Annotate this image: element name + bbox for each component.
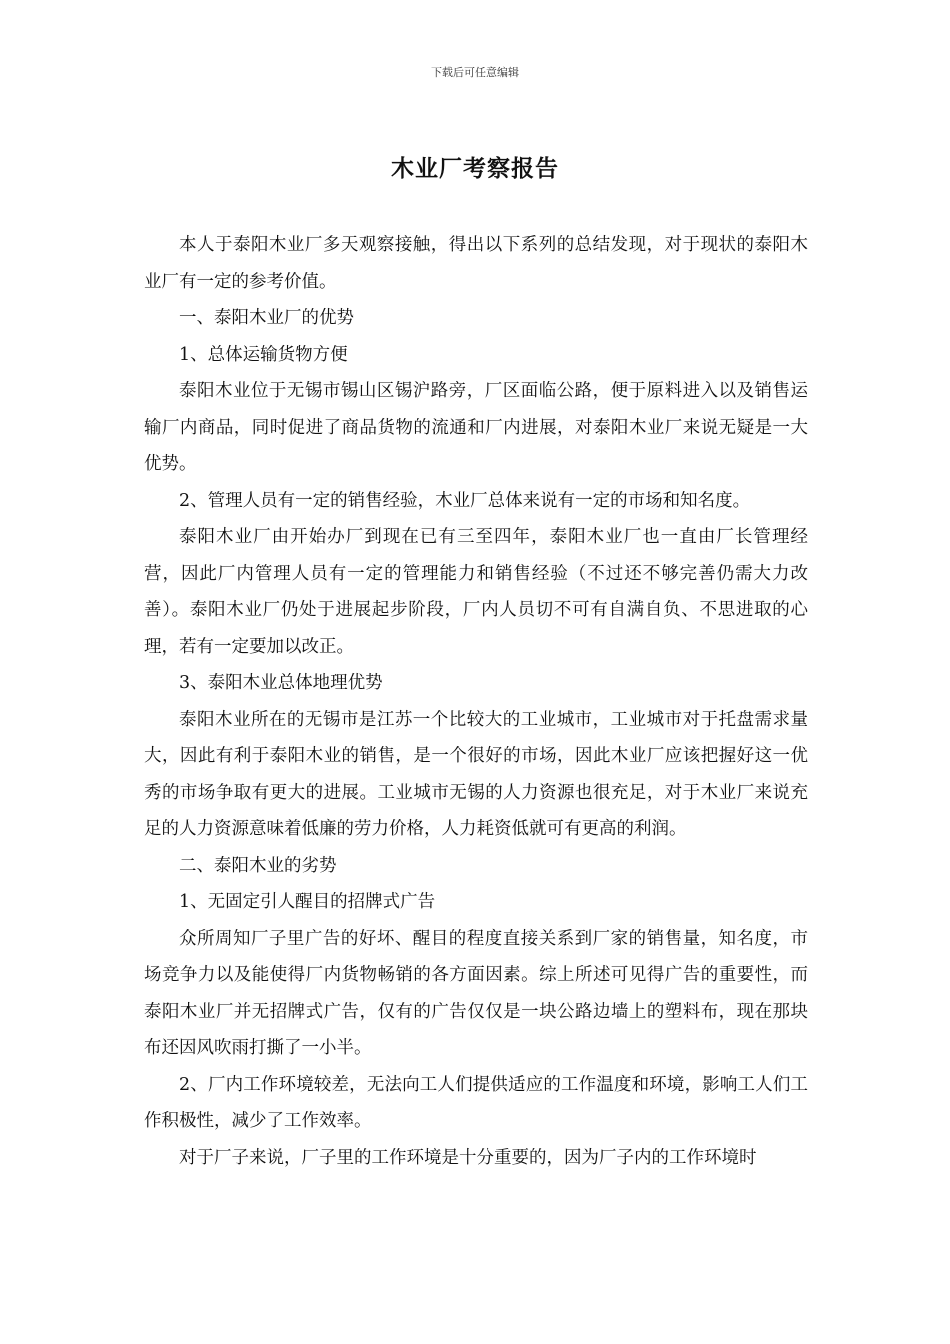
paragraph-environment: 对于厂子来说，厂子里的工作环境是十分重要的，因为厂子内的工作环境时 xyxy=(179,1147,757,1168)
header-note: 下载后可任意编辑 xyxy=(431,66,519,79)
subheading-advertising: 1、无固定引人醒目的招牌式广告 xyxy=(179,892,436,912)
section-heading-disadvantages: 二、泰阳木业的劣势 xyxy=(179,855,337,876)
paragraph-management: 泰阳木业厂由开始办厂到现在已有三至四年，泰阳木业厂也一直由厂长管理经营，因此厂内管理人员有一定的管理能力和销售经验（不过还不够完善仍需大力改善）。泰阳木业厂仍处于进展起步阶段，厂内人员切不可有自满自负、不思进取的心理，若有一定要加以改正。 xyxy=(144,527,808,657)
subheading-management: 2、管理人员有一定的销售经验，木业厂总体来说有一定的市场和知名度。 xyxy=(179,490,751,511)
paragraph-geography: 泰阳木业所在的无锡市是江苏一个比较大的工业城市，工业城市对于托盘需求量大，因此有利于泰阳木业的销售，是一个很好的市场，因此木业厂应该把握好这一优秀的市场争取有更大的进展。工业城市无锡的人力资源也很充足，对于木业厂来说充足的人力资源意味着低廉的劳力价格，人力耗资低就可有更高的利润。 xyxy=(144,709,808,839)
section-heading-advantages: 一、泰阳木业厂的优势 xyxy=(179,308,354,328)
paragraph-advertising: 众所周知厂子里广告的好坏、醒目的程度直接关系到厂家的销售量，知名度，市场竞争力以及能使得厂内货物畅销的各方面因素。综上所述可见得广告的重要性，而泰阳木业厂并无招牌式广告，仅有的广告仅仅是一块公路边墙上的塑料布，现在那块布还因风吹雨打撕了一小半。 xyxy=(144,928,808,1058)
subheading-environment: 2、厂内工作环境较差，无法向工人们提供适应的工作温度和环境，影响工人们工作积极性，减少了工作效率。 xyxy=(144,1074,808,1131)
paragraph-intro: 本人于泰阳木业厂多天观察接触，得出以下系列的总结发现，对于现状的泰阳木业厂有一定的参考价值。 xyxy=(144,235,808,292)
subheading-geography: 3、泰阳木业总体地理优势 xyxy=(179,673,383,693)
subheading-transport: 1、总体运输货物方便 xyxy=(179,344,348,365)
paragraph-transport: 泰阳木业位于无锡市锡山区锡沪路旁，厂区面临公路，便于原料进入以及销售运输厂内商品，同时促进了商品货物的流通和厂内进展，对泰阳木业厂来说无疑是一大优势。 xyxy=(144,381,808,474)
document-title: 木业厂考察报告 xyxy=(391,155,559,182)
document-body xyxy=(144,227,808,1176)
